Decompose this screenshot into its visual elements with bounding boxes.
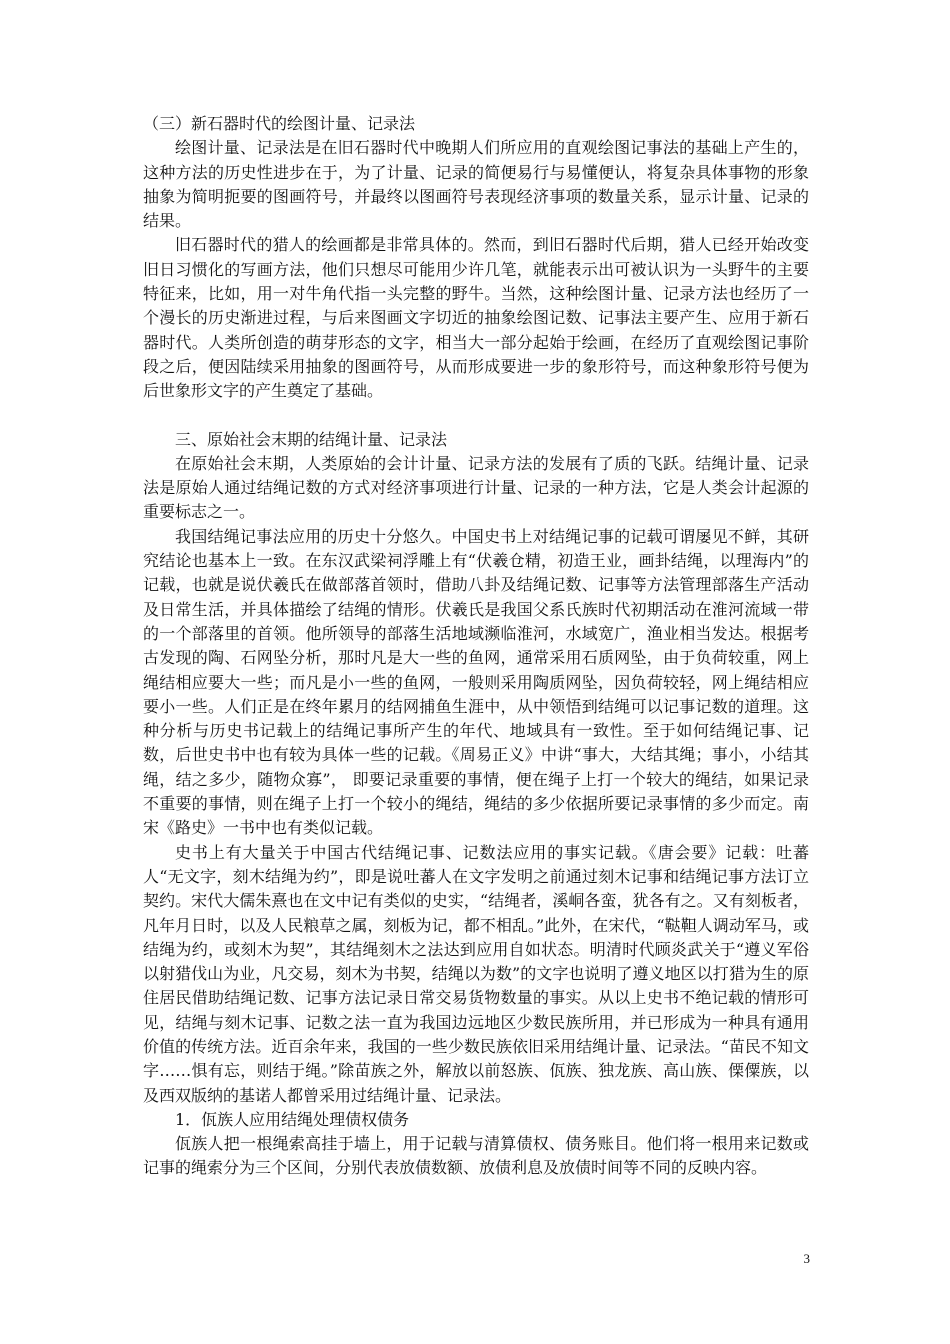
paragraph: 我国结绳记事法应用的历史十分悠久。中国史书上对结绳记事的记载可谓屡见不鲜，其研究结论也基本上一致。在东汉武梁祠浮雕上有“伏羲仓精，初造王业，画卦结绳，以理海内”的记载，也就是说伏羲氏在做部落首领时，借助八卦及结绳记数、记事等方法管理部落生产活动及日常生活，并具体描绘了结绳的情形。伏羲氏是我国父系氏族时代初期活动在淮河流域一带的一个部落里的首领。他所领导的部落生活地域濒临淮河，水域宽广，渔业相当发达。根据考古发现的陶、石网坠分析，那时凡是大一些的鱼网，通常采用石质网坠，由于负荷较重，网上绳结相应要大一些；而凡是小一些的鱼网，一般则采用陶质网坠，因负荷较轻，网上绳结相应要小一些。人们正是在终年累月的结网捕鱼生涯中，从中领悟到结绳可以记事记数的道理。这种分析与历史书记载上的结绳记事所产生的年代、地域具有一致性。至于如何结绳记事、记数，后世史书中也有较为具体一些的记载。《周易正义》中讲“事大，大结其绳；事小，小结其绳，结之多少，随物众寡”， 即要记录重要的事情，便在绳子上打一个较大的绳结，如果记录不重要的事情，则在绳子上打一个较小的绳结，绳结的多少依据所要记录事情的多少而定。南宋《路史》一书中也有类似记载。	[143, 526, 809, 838]
section-heading-knotted-cord: 三、原始社会末期的结绳计量、记录法	[175, 429, 448, 449]
blank-line	[143, 404, 809, 428]
page-body	[143, 112, 809, 1181]
section-heading-neolithic: （三）新石器时代的绘图计量、记录法	[143, 114, 416, 133]
paragraph: 绘图计量、记录法是在旧石器时代中晚期人们所应用的直观绘图记事法的基础上产生的，这种方法的历史性进步在于，为了计量、记录的简便易行与易懂便认，将复杂具体事物的形象抽象为简明扼要的图画符号，并最终以图画符号表现经济事项的数量关系，显示计量、记录的结果。	[143, 138, 809, 231]
paragraph: 佤族人把一根绳索高挂于墙上，用于记载与清算债权、债务账目。他们将一根用来记数或记事的绳索分为三个区间，分别代表放债数额、放债利息及放债时间等不同的反映内容。	[143, 1134, 809, 1178]
paragraph: 在原始社会末期，人类原始的会计计量、记录方法的发展有了质的飞跃。结绳计量、记录法是原始人通过结绳记数的方式对经济事项进行计量、记录的一种方法，它是人类会计起源的重要标志之一。	[143, 453, 809, 522]
sub-heading-wa-people: 1．佤族人应用结绳处理债权债务	[175, 1109, 410, 1129]
paragraph: 史书上有大量关于中国古代结绳记事、记数法应用的事实记载。《唐会要》记载：吐蕃人“无文字，刻木结绳为约”，即是说吐蕃人在文字发明之前通过刻木记事和结绳记事方法订立契约。宋代大儒朱熹也在文中记有类似的史实，“结绳者，溪峒各蛮，犹各有之。又有刻板者，凡年月日时，以及人民粮草之属，刻板为记，都不相乱。”此外，在宋代，“鞑靼人调动军马，或结绳为约，或刻木为契”，其结绳刻木之法达到应用自如状态。明清时代顾炎武关于“遵义军俗以射猎伐山为业，凡交易，刻木为书契，结绳以为数”的文字也说明了遵义地区以打猎为生的原住居民借助结绳记数、记事方法记录日常交易货物数量的事实。从以上史书不绝记载的情形可见，结绳与刻木记事、记数之法一直为我国边远地区少数民族所用，并已形成为一种具有通用价值的传统方法。近百余年来，我国的一些少数民族依旧采用结绳计量、记录法。“苗民不知文字……惧有忘，则结于绳。”除苗族之外，解放以前怒族、佤族、独龙族、高山族、傈僳族，以及西双版纳的基诺人都曾采用过结绳计量、记录法。	[143, 842, 809, 1105]
page-number: 3	[803, 1251, 810, 1266]
paragraph: 旧石器时代的猎人的绘画都是非常具体的。然而，到旧石器时代后期，猎人已经开始改变旧日习惯化的写画方法，他们只想尽可能用少许几笔，就能表示出可被认识为一头野牛的主要特征来，比如，用一对牛角代指一头完整的野牛。当然，这种绘图计量、记录方法也经历了一个漫长的历史渐进过程，与后来图画文字切近的抽象绘图记数、记事法主要产生、应用于新石器时代。人类所创造的萌芽形态的文字，相当大一部分起始于绘画，在经历了直观绘图记事阶段之后，便因陆续采用抽象的图画符号，从而形成要进一步的象形符号，而这种象形符号便为后世象形文字的产生奠定了基础。	[143, 235, 809, 401]
